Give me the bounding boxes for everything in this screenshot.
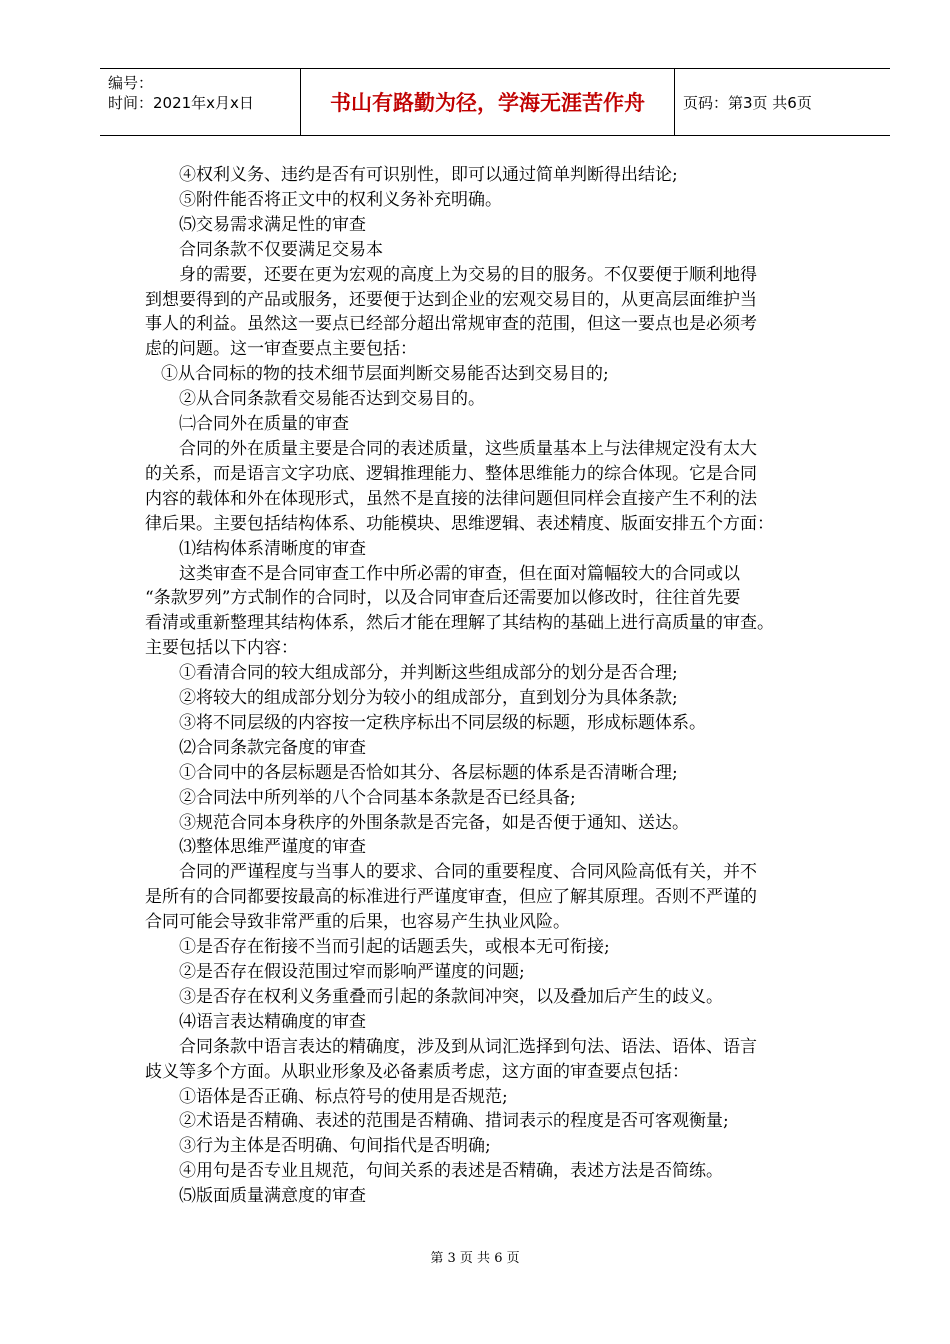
paragraph-line: 内容的载体和外在体现形式，虽然不是直接的法律问题但同样会直接产生不利的法 <box>145 488 757 509</box>
paragraph-line: ②将较大的组成部分划分为较小的组成部分，直到划分为具体条款; <box>179 688 678 709</box>
paragraph-line: ⑴结构体系清晰度的审查 <box>179 538 366 559</box>
header-motto: 书山有路勤为径，学海无涯苦作舟 <box>301 69 675 135</box>
paragraph-line: “条款罗列”方式制作的合同时，以及合同审查后还需要加以修改时，往往首先要 <box>145 588 741 609</box>
paragraph-line: 合同条款不仅要满足交易本 <box>179 239 383 260</box>
paragraph-line: ⑸版面质量满意度的审查 <box>179 1186 366 1207</box>
paragraph-line: ③行为主体是否明确、句间指代是否明确; <box>179 1136 491 1157</box>
paragraph-line: 身的需要，还要在更为宏观的高度上为交易的目的服务。不仅要便于顺利地得 <box>179 264 757 285</box>
paragraph-line: 的关系，而是语言文字功底、逻辑推理能力、整体思维能力的综合体现。它是合同 <box>145 463 757 484</box>
paragraph-line: ①合同中的各层标题是否恰如其分、各层标题的体系是否清晰合理; <box>179 762 678 783</box>
date-label: 时间：2021年x月x日 <box>108 94 254 112</box>
paragraph-line: ③将不同层级的内容按一定秩序标出不同层级的标题，形成标题体系。 <box>179 712 706 733</box>
paragraph-line: 到想要得到的产品或服务，还要便于达到企业的宏观交易目的，从更高层面维护当 <box>145 289 757 310</box>
paragraph-line: ①语体是否正确、标点符号的使用是否规范; <box>179 1086 508 1107</box>
paragraph-line: 律后果。主要包括结构体系、功能模块、思维逻辑、表述精度、版面安排五个方面： <box>145 513 774 534</box>
paragraph-line: 主要包括以下内容： <box>145 638 298 659</box>
paragraph-line: 事人的利益。虽然这一要点已经部分超出常规审查的范围，但这一要点也是必须考 <box>145 314 757 335</box>
paragraph-line: ①从合同标的物的技术细节层面判断交易能否达到交易目的; <box>161 364 609 385</box>
paragraph-line: ②合同法中所列举的八个合同基本条款是否已经具备; <box>179 787 576 808</box>
page-header <box>100 68 890 136</box>
paragraph-line: ⑵合同条款完备度的审查 <box>179 737 366 758</box>
paragraph-line: ①是否存在衔接不当而引起的话题丢失，或根本无可衔接; <box>179 937 610 958</box>
paragraph-line: 歧义等多个方面。从职业形象及必备素质考虑，这方面的审查要点包括： <box>145 1061 689 1082</box>
serial-number-label: 编号： <box>108 74 154 92</box>
paragraph-line: ②是否存在假设范围过窄而影响严谨度的问题; <box>179 962 525 982</box>
header-meta <box>100 69 301 135</box>
paragraph-line: ③规范合同本身秩序的外围条款是否完备，如是否便于通知、送达。 <box>179 812 689 833</box>
page-footer: 第 3 页 共 6 页 <box>430 1251 520 1266</box>
paragraph-line: ①看清合同的较大组成部分，并判断这些组成部分的划分是否合理; <box>179 663 678 684</box>
paragraph-line: ⑸交易需求满足性的审查 <box>179 214 366 235</box>
paragraph-line: ③是否存在权利义务重叠而引起的条款间冲突，以及叠加后产生的歧义。 <box>179 986 723 1007</box>
paragraph-line: 虑的问题。这一审查要点主要包括： <box>145 339 417 360</box>
paragraph-line: 看清或重新整理其结构体系，然后才能在理解了其结构的基础上进行高质量的审查。 <box>145 613 774 634</box>
paragraph-line: ⑷语言表达精确度的审查 <box>179 1011 366 1032</box>
paragraph-line: 这类审查不是合同审查工作中所必需的审查，但在面对篇幅较大的合同或以 <box>179 563 740 584</box>
paragraph-line: 合同条款中语言表达的精确度，涉及到从词汇选择到句法、语法、语体、语言 <box>179 1036 757 1057</box>
paragraph-line: ④用句是否专业且规范，句间关系的表述是否精确，表述方法是否简练。 <box>179 1161 723 1182</box>
paragraph-line: 合同的严谨程度与当事人的要求、合同的重要程度、合同风险高低有关，并不 <box>179 862 757 883</box>
paragraph-line: ②从合同条款看交易能否达到交易目的。 <box>179 389 485 410</box>
paragraph-line: ㈡合同外在质量的审查 <box>179 414 349 435</box>
header-page-info: 页码：第3页 共6页 <box>683 93 812 112</box>
paragraph-line: ⑶整体思维严谨度的审查 <box>179 837 366 858</box>
paragraph-line: ⑤附件能否将正文中的权利义务补充明确。 <box>179 189 502 210</box>
paragraph-line: 合同的外在质量主要是合同的表述质量，这些质量基本上与法律规定没有太大 <box>179 438 757 459</box>
paragraph-line: 是所有的合同都要按最高的标准进行严谨度审查，但应了解其原理。否则不严谨的 <box>145 887 757 908</box>
paragraph-line: ④权利义务、违约是否有可识别性，即可以通过简单判断得出结论; <box>179 165 678 185</box>
document-body <box>145 163 835 1209</box>
paragraph-line: ②术语是否精确、表述的范围是否精确、措词表示的程度是否可客观衡量; <box>179 1111 729 1132</box>
paragraph-line: 合同可能会导致非常严重的后果，也容易产生执业风险。 <box>145 912 570 933</box>
